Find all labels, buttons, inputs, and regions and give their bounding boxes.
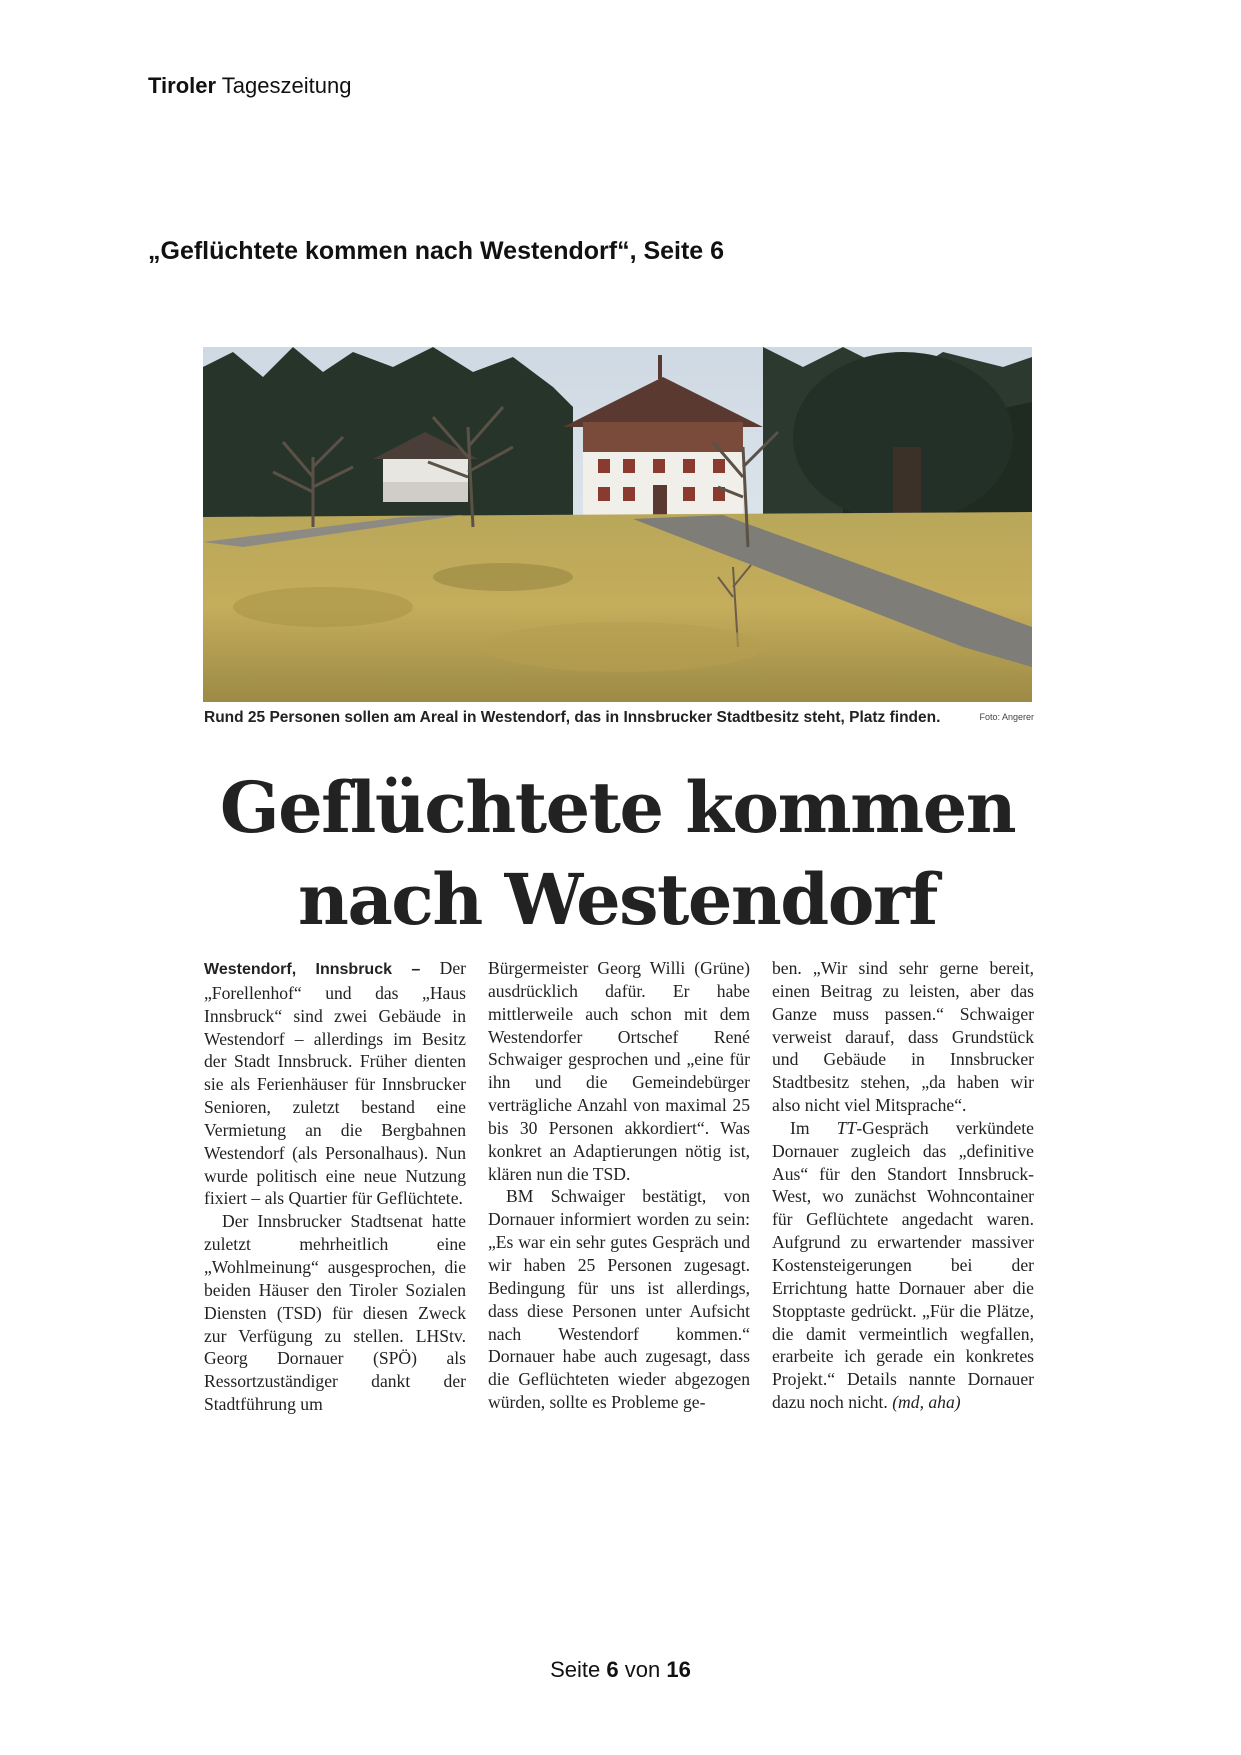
paragraph: Der Innsbrucker Stadtsenat hatte zuletzt mehrheitlich eine „Wohlmeinung“ ausgesprochen, die beiden Häuser den Tiroler Sozialen Diensten (TSD) für diesen Zweck zur Verfügung zu stellen. LHStv. Georg Dornauer (SPÖ) als Ressortzuständiger dankt der Stadtführung um <box>204 1211 466 1415</box>
photo-caption <box>204 709 1034 727</box>
page-number <box>0 1657 1241 1683</box>
photo-caption-text: Rund 25 Personen sollen am Areal in Westendorf, das in Innsbrucker Stadtbesitz steht, Platz finden. <box>204 709 941 726</box>
paragraph <box>204 957 466 1210</box>
headline-line-1: Geflüchtete kommen <box>219 766 1016 849</box>
paragraph-text: -Gespräch verkündete Dornauer zugleich das „definitive Aus“ für den Standort Innsbruck-West, wo zunächst Wohncontainer für Geflüchtete angedacht waren. Aufgrund zu erwartender massiver Kostensteigerungen bei der Errichtung hatte Dornauer aber die Stopptaste gedrückt. „Für die Plätze, die damit vermeintlich wegfallen, erarbeite ich gerade ein konkretes Projekt.“ Details nannte Dornauer dazu noch nicht. <box>772 1117 1034 1413</box>
article-photo <box>203 347 1032 702</box>
paragraph-text: Der „Forellenhof“ und das „Haus Innsbruck“ sind zwei Gebäude in Westendorf – allerdings im Besitz der Stadt Innsbruck. Früher dienten sie als Ferienhäuser für Innsbrucker Senioren, zuletzt bestand eine Vermietung an die Bergbahnen Westendorf (als Personalhaus). Nun wurde politisch eine neue Nutzung fixiert – als Quartier für Geflüchtete. <box>204 958 466 1209</box>
paragraph: ben. „Wir sind sehr gerne bereit, einen Beitrag zu leisten, aber das Ganze muss passen.“ Schwaiger verweist darauf, dass Grundstück und Gebäude in Innsbrucker Stadtbesitz stehen, „da haben wir also nicht viel Mitsprache“. <box>772 958 1034 1116</box>
paragraph <box>772 1117 1034 1414</box>
page-of-label: von <box>624 1657 661 1682</box>
article-headline <box>200 762 1035 946</box>
newspaper-abbreviation: TT <box>836 1117 857 1138</box>
page-label: Seite <box>550 1657 601 1682</box>
article-reference-title: „Geflüchtete kommen nach Westendorf“, Seite 6 <box>148 237 725 265</box>
article-column-3 <box>772 957 1034 1414</box>
author-byline: (md, aha) <box>892 1392 961 1413</box>
total-pages: 16 <box>666 1657 691 1682</box>
brand-name-bold: Tiroler <box>148 73 217 98</box>
article-body <box>204 957 1034 1487</box>
paragraph-text: Im <box>790 1117 810 1138</box>
current-page: 6 <box>606 1657 619 1682</box>
page-header <box>148 73 351 99</box>
dateline: Westendorf, Innsbruck – <box>204 961 421 978</box>
brand-name-rest: Tageszeitung <box>221 73 352 98</box>
headline-line-2: nach Westendorf <box>298 858 937 941</box>
article-column-1 <box>204 957 466 1416</box>
paragraph: BM Schwaiger bestätigt, von Dornauer informiert worden zu sein: „Es war ein sehr gutes Gespräch und wir haben 25 Personen zugesagt. Bedingung für uns ist allerdings, dass diese Personen unter Aufsicht nach Westendorf kommen.“ Dornauer habe auch zugesagt, dass die Geflüchteten wieder abgezogen würden, sollte es Probleme ge- <box>488 1186 750 1413</box>
paragraph: Bürgermeister Georg Willi (Grüne) ausdrücklich dafür. Er habe mittlerweile auch schon mit dem Westendorfer Ortschef René Schwaiger gesprochen und „eine für ihn und die Gemeindebürger verträgliche Anzahl von maximal 25 bis 30 Personen akkordiert“. Was konkret an Adaptierungen nötig ist, klären nun die TSD. <box>488 958 750 1184</box>
article-column-2 <box>488 957 750 1414</box>
photo-credit: Foto: Angerer <box>979 712 1034 722</box>
farmhouse-photo-illustration <box>203 347 1032 702</box>
